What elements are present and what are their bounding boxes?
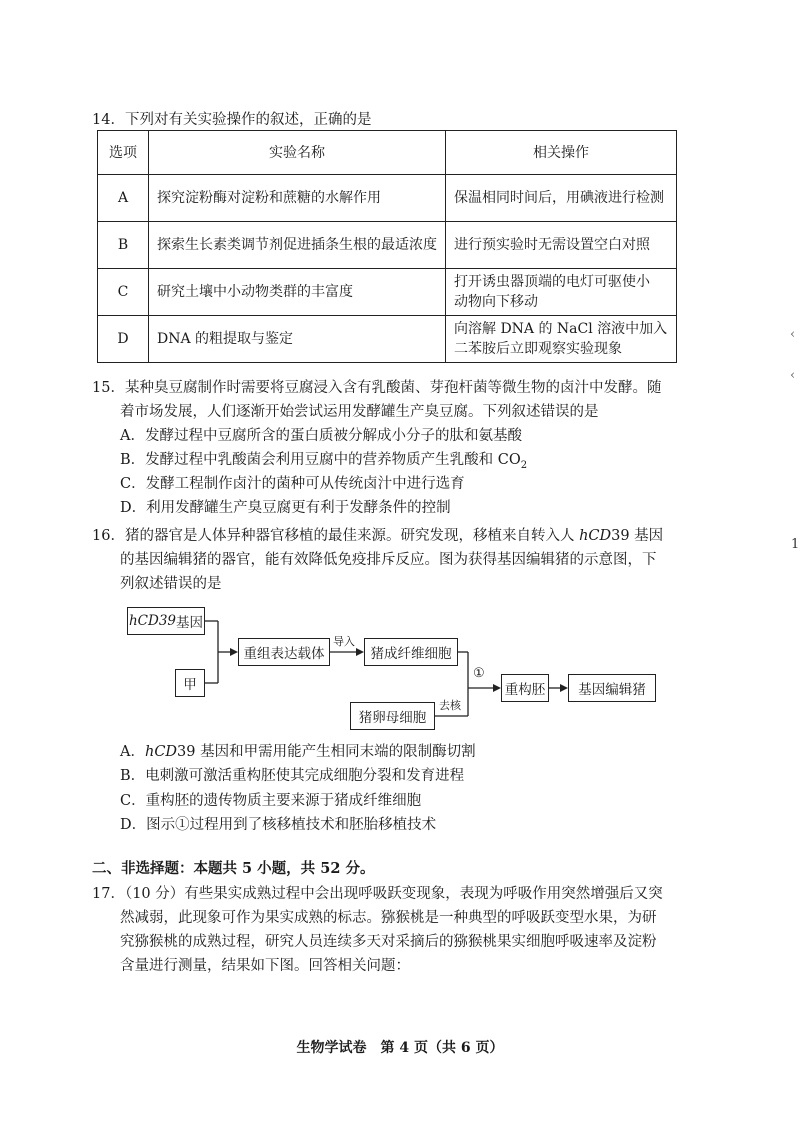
row-option: B xyxy=(98,222,149,269)
row-operation: 保温相同时间后，用碘液进行检测 xyxy=(446,175,677,222)
row-experiment: DNA 的粗提取与鉴定 xyxy=(149,316,446,363)
header-option: 选项 xyxy=(98,131,149,175)
row-experiment: 探究淀粉酶对淀粉和蔗糖的水解作用 xyxy=(149,175,446,222)
jia-box: 甲 xyxy=(175,669,205,697)
q16-line1: 16．猪的器官是人体异种器官移植的最佳来源。研究发现，移植来自转入人 hCD39 基因 xyxy=(92,528,664,544)
q17-line4: 含量进行测量，结果如下图。回答相关问题： xyxy=(120,958,410,974)
q16-option-a: A．hCD39 基因和甲需用能产生相同末端的限制酶切割 xyxy=(120,744,476,760)
edited-pig-box: 基因编辑猪 xyxy=(568,674,656,702)
row-option: C xyxy=(98,269,149,316)
margin-mark: ‹ xyxy=(790,327,796,342)
section-heading: 二、非选择题：本题共 5 小题，共 52 分。 xyxy=(92,860,375,877)
row-operation: 进行预实验时无需设置空白对照 xyxy=(446,222,677,269)
row-experiment: 探索生长素类调节剂促进插条生根的最适浓度 xyxy=(149,222,446,269)
row-operation: 向溶解 DNA 的 NaCl 溶液中加入 二苯胺后立即观察实验现象 xyxy=(446,316,677,363)
q16-line3: 列叙述错误的是 xyxy=(120,576,222,592)
enucleate-label: 去核 xyxy=(439,699,461,712)
margin-mark: ‹ xyxy=(790,368,796,383)
vector-box: 重组表达载体 xyxy=(238,638,330,666)
q16-line2: 的基因编辑猪的器官，能有效降低免疫排斥反应。图为获得基因编辑猪的示意图，下 xyxy=(120,552,657,568)
row-operation: 打开诱虫器顶端的电灯可驱使小 动物向下移动 xyxy=(446,269,677,316)
q16-option-b: B．电刺激可激活重构胚使其完成细胞分裂和发育进程 xyxy=(120,768,465,784)
q17-line1: 17．（10 分）有些果实成熟过程中会出现呼吸跃变现象，表现为呼吸作用突然增强后又突 xyxy=(92,886,663,902)
q14-stem: 14．下列对有关实验操作的叙述，正确的是 xyxy=(92,112,372,128)
row-option: A xyxy=(98,175,149,222)
q17-line3: 究猕猴桃的成熟过程，研究人员连续多天对采摘后的猕猴桃果实细胞呼吸速率及淀粉 xyxy=(120,934,657,950)
page-footer: 生物学试卷 第 4 页（共 6 页） xyxy=(296,1040,504,1056)
embryo-box: 重构胚 xyxy=(501,674,549,702)
q15-line2: 着市场发展，人们逐渐开始尝试运用发酵罐生产臭豆腐。下列叙述错误的是 xyxy=(120,404,599,420)
header-experiment: 实验名称 xyxy=(149,131,446,175)
row-experiment: 研究土壤中小动物类群的丰富度 xyxy=(149,269,446,316)
q15-option-a: A．发酵过程中豆腐所含的蛋白质被分解成小分子的肽和氨基酸 xyxy=(120,428,522,444)
margin-mark: 1 xyxy=(791,537,800,552)
header-operation: 相关操作 xyxy=(446,131,677,175)
q17-line2: 然减弱，此现象可作为果实成熟的标志。猕猴桃是一种典型的呼吸跃变型水果，为研 xyxy=(120,910,657,926)
fibroblast-box: 猪成纤维细胞 xyxy=(364,638,458,666)
q15-option-d: D．利用发酵罐生产臭豆腐更有利于发酵条件的控制 xyxy=(120,500,451,516)
gene-box: hCD39 基因 xyxy=(127,607,205,635)
row-option: D xyxy=(98,316,149,363)
import-label: 导入 xyxy=(333,635,355,648)
q15-option-c: C．发酵工程制作卤汁的菌种可从传统卤汁中进行选育 xyxy=(120,476,465,492)
step-one-marker: ① xyxy=(473,666,485,681)
q16-option-c: C．重构胚的遗传物质主要来源于猪成纤维细胞 xyxy=(120,793,422,809)
q16-option-d: D．图示①过程用到了核移植技术和胚胎移植技术 xyxy=(120,817,437,833)
q15-option-b: B．发酵过程中乳酸菌会利用豆腐中的营养物质产生乳酸和 $CO_2$ xyxy=(120,452,528,471)
oocyte-box: 猪卵母细胞 xyxy=(350,702,435,730)
q15-line1: 15．某种臭豆腐制作时需要将豆腐浸入含有乳酸菌、芽孢杆菌等微生物的卤汁中发酵。随 xyxy=(92,380,662,396)
